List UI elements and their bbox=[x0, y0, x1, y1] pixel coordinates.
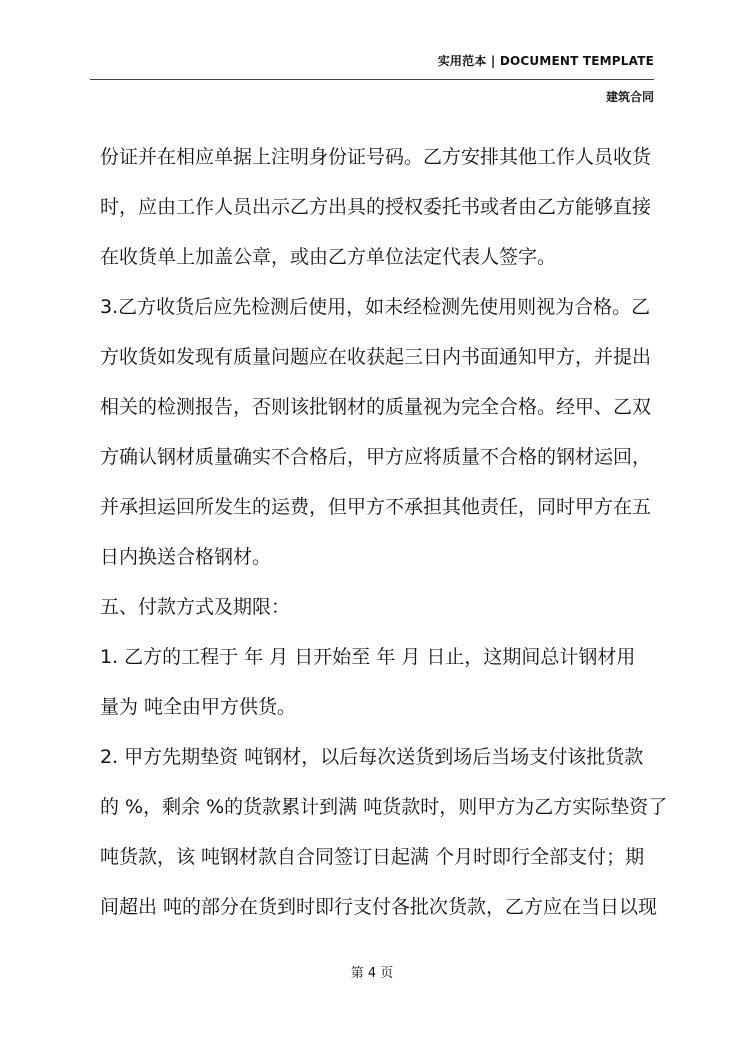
body-line: 相关的检测报告，否则该批钢材的质量视为完全合格。经甲、乙双 bbox=[100, 396, 652, 418]
body-line: 在收货单上加盖公章，或由乙方单位法定代表人签字。 bbox=[100, 246, 557, 268]
body-line: 2. 甲方先期垫资 吨钢材，以后每次送货到场后当场支付该批货款 bbox=[100, 746, 644, 768]
contract-body bbox=[100, 132, 668, 932]
body-line: 并承担运回所发生的运费，但甲方不承担其他责任，同时甲方在五 bbox=[100, 496, 652, 518]
body-line: 间超出 吨的部分在货到时即行支付各批次货款，乙方应在当日以现 bbox=[100, 896, 658, 918]
body-line: 日内换送合格钢材。 bbox=[100, 546, 272, 568]
header-template-label: 实用范本 | DOCUMENT TEMPLATE bbox=[437, 54, 654, 68]
section-heading: 五、付款方式及期限： bbox=[100, 596, 291, 618]
header-divider bbox=[90, 79, 654, 80]
header-category-label: 建筑合同 bbox=[605, 90, 654, 104]
page-number: 第 4 页 bbox=[350, 966, 394, 981]
body-line: 的 %，剩余 %的货款累计到满 吨货款时，则甲方为乙方实际垫资了 bbox=[100, 796, 668, 818]
body-line: 吨货款，该 吨钢材款自合同签订日起满 个月时即行全部支付；期 bbox=[100, 846, 645, 868]
body-line: 量为 吨全由甲方供货。 bbox=[100, 696, 297, 718]
body-line: 时，应由工作人员出示乙方出具的授权委托书或者由乙方能够直接 bbox=[100, 196, 652, 218]
body-line: 份证并在相应单据上注明身份证号码。乙方安排其他工作人员收货 bbox=[100, 146, 652, 168]
body-line: 3.乙方收货后应先检测后使用，如未经检测先使用则视为合格。乙 bbox=[100, 296, 651, 318]
body-line: 1. 乙方的工程于 年 月 日开始至 年 月 日止，这期间总计钢材用 bbox=[100, 646, 636, 668]
body-line: 方确认钢材质量确实不合格后，甲方应将质量不合格的钢材运回， bbox=[100, 446, 652, 468]
body-line: 方收货如发现有质量问题应在收获起三日内书面通知甲方，并提出 bbox=[100, 346, 652, 368]
